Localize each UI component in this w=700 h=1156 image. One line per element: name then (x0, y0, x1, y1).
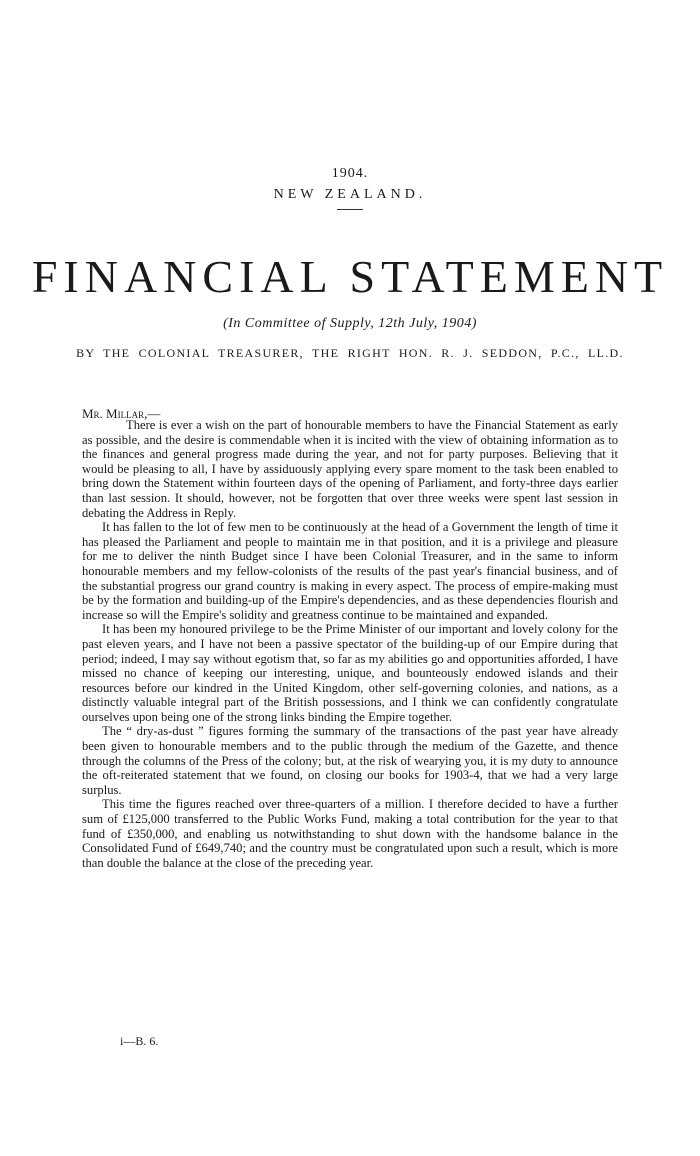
paragraph-3: It has been my honoured privilege to be the Prime Minister of our important and lovely colony for the past eleven years, and I have not been a passive spectator of the building-up of our Empire during that period; indeed, I may say without egotism that, so far as my abilities go and opportunities afforded, I have missed no chance of keeping our interesting, unique, and bounteously endowed islands and their resources before our kindred in the United Kingdom, other self-governing colonies, and nations, as a distinctly valuable integral part of the British possessions, and I think we can confidently congratulate ourselves upon being one of the strong links binding the Empire together. (82, 622, 618, 724)
header-country: NEW ZEALAND. (273, 187, 427, 202)
header-year: 1904. (331, 166, 369, 181)
paragraph-5: This time the figures reached over three-quarters of a million. I therefore decided to have a further sum of £125,000 transferred to the Public Works Fund, making a total contribution for the year to that fund of £350,000, and enabling us notwithstanding to shut down with the handsome balance in the Consolidated Fund of £649,740; and the country must be congratulated upon such a result, which is more than double the balance at the close of the preceding year. (82, 797, 618, 870)
page-signature: i—B. 6. (120, 1034, 159, 1048)
salutation: Mr. Millar,— (82, 406, 161, 421)
body-text (82, 418, 618, 870)
paragraph-1: There is ever a wish on the part of honourable members to have the Financial Statement as early as possible, and the desire is commendable when it is incited with the view of obtaining information as to the finances and general progress made during the year, and not for party purposes. Believing that it would be pleasing to all, I have by assiduously applying every spare moment to the task been enabled to bring down the Statement within fourteen days of the opening of Parliament, and forty-three days earlier than last session. It should, however, not be forgotten that over three weeks were spent last session in debating the Address in Reply. (82, 418, 618, 520)
author-byline: BY THE COLONIAL TREASURER, THE RIGHT HON. R. J. SEDDON, P.C., LL.D. (76, 346, 624, 360)
paragraph-2: It has fallen to the lot of few men to be continuously at the head of a Government the length of time it has pleased the Parliament and people to maintain me in that position, and it is a privilege and pleasure for me to deliver the ninth Budget since I have been Colonial Treasurer, and in the same to inform honourable members and my fellow-colonists of the results of the past year's financial business, and of the substantial progress our grand country is making in every aspect. The process of empire-making must be by the formation and building-up of the Empire's dependencies, and as these dependencies flourish and increase so will the Empire's solidity and greatness continue to be maintained and expanded. (82, 520, 618, 622)
document-subtitle: (In Committee of Supply, 12th July, 1904) (223, 316, 477, 331)
paragraph-4: The “ dry-as-dust ” figures forming the summary of the transactions of the past year have already been given to honourable members and to the public through the medium of the Gazette, and thence through the columns of the Press of the colony; but, at the risk of wearying you, it is my duty to announce the oft-reiterated statement that we found, on closing our books for 1903-4, that we had a very large surplus. (82, 724, 618, 797)
header-divider (337, 209, 363, 210)
document-title: FINANCIAL STATEMENT (31, 251, 669, 302)
